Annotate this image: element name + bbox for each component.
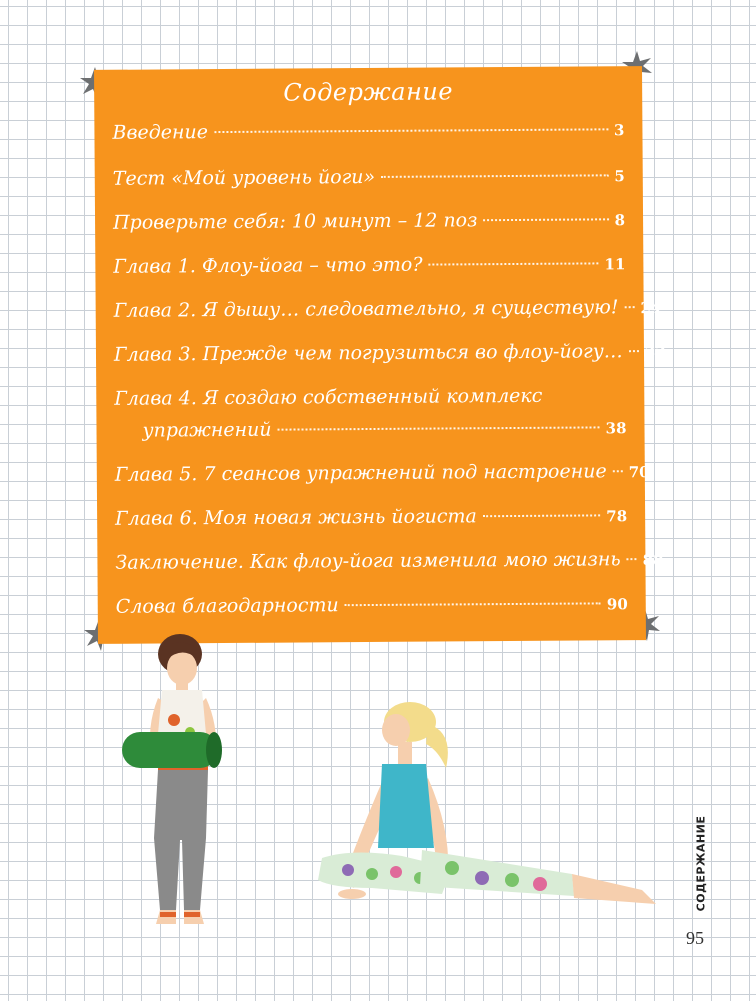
table-of-contents (94, 66, 666, 644)
toc-entry-page: 70 (628, 463, 650, 482)
dot-leader (381, 174, 608, 178)
dot-leader (483, 514, 600, 517)
dot-leader (429, 262, 599, 265)
dot-leader (278, 426, 600, 430)
toc-entry-label: упражнений (142, 418, 272, 442)
toc-entry-label: Слова благодарности (115, 594, 339, 618)
toc-entry-chapter-4-line-1[interactable]: Глава 4. Я создаю собственный комплекс (114, 384, 543, 410)
toc-entry-acknowledgements[interactable] (116, 592, 628, 618)
toc-entry-introduction[interactable] (112, 118, 624, 144)
dot-leader (627, 558, 637, 560)
toc-entry-page: 5 (614, 167, 625, 186)
toc-entry-label: Введение (112, 121, 209, 144)
dot-leader (613, 470, 623, 472)
toc-entry-label: Тест «Мой уровень йоги» (112, 165, 376, 190)
toc-entry-chapter-6[interactable] (115, 504, 627, 530)
toc-entry-page: 90 (606, 595, 628, 614)
toc-entry-page: 88 (642, 550, 664, 570)
toc-entry-page: 3 (613, 121, 625, 140)
toc-entry-page: 11 (604, 255, 626, 274)
toc-entry-chapter-2[interactable] (113, 296, 662, 322)
toc-entry-label: Проверьте себя: 10 минут – 12 поз (112, 209, 478, 234)
toc-entry-chapter-1[interactable] (113, 252, 625, 278)
toc-entry-label: Глава 1. Флоу-йога – что это? (113, 253, 423, 278)
toc-entry-chapter-4[interactable] (142, 416, 626, 441)
toc-entry-chapter-3[interactable] (113, 340, 666, 366)
woman-pigeon-pose-illustration (312, 698, 662, 914)
page-number: 95 (686, 928, 704, 948)
toc-entry-label: Глава 6. Моя новая жизнь йогиста (115, 505, 477, 530)
toc-entry-page: 8 (614, 211, 626, 230)
toc-entry-page: 24 (640, 298, 662, 318)
toc-entry-page: 78 (606, 507, 628, 526)
woman-with-yoga-mat-illustration (110, 628, 230, 928)
toc-entry-chapter-5[interactable] (114, 460, 650, 486)
dot-leader (214, 128, 608, 133)
toc-entry-label: Заключение. Как флоу-йога изменила мою жизнь (115, 548, 621, 574)
dot-leader (629, 350, 639, 352)
dot-leader (483, 218, 608, 221)
toc-title: Содержание (283, 77, 454, 107)
dot-leader (624, 306, 634, 308)
section-side-label (679, 815, 723, 911)
toc-entry-test[interactable] (113, 164, 625, 190)
toc-entry-conclusion[interactable] (115, 548, 664, 574)
toc-entry-page: 33 (644, 342, 666, 362)
toc-entry-page: 38 (605, 419, 627, 438)
toc-entry-label: Глава 2. Я дышу… следовательно, я существую! (113, 296, 619, 322)
dot-leader (345, 602, 601, 606)
section-side-label-text: СОДЕРЖАНИЕ (694, 815, 708, 911)
toc-entry-label: Глава 3. Прежде чем погрузиться во флоу-йогу… (113, 340, 623, 366)
toc-entry-label: Глава 5. 7 сеансов упражнений под настроение (114, 460, 607, 486)
toc-entry-check-yourself[interactable] (113, 208, 625, 234)
